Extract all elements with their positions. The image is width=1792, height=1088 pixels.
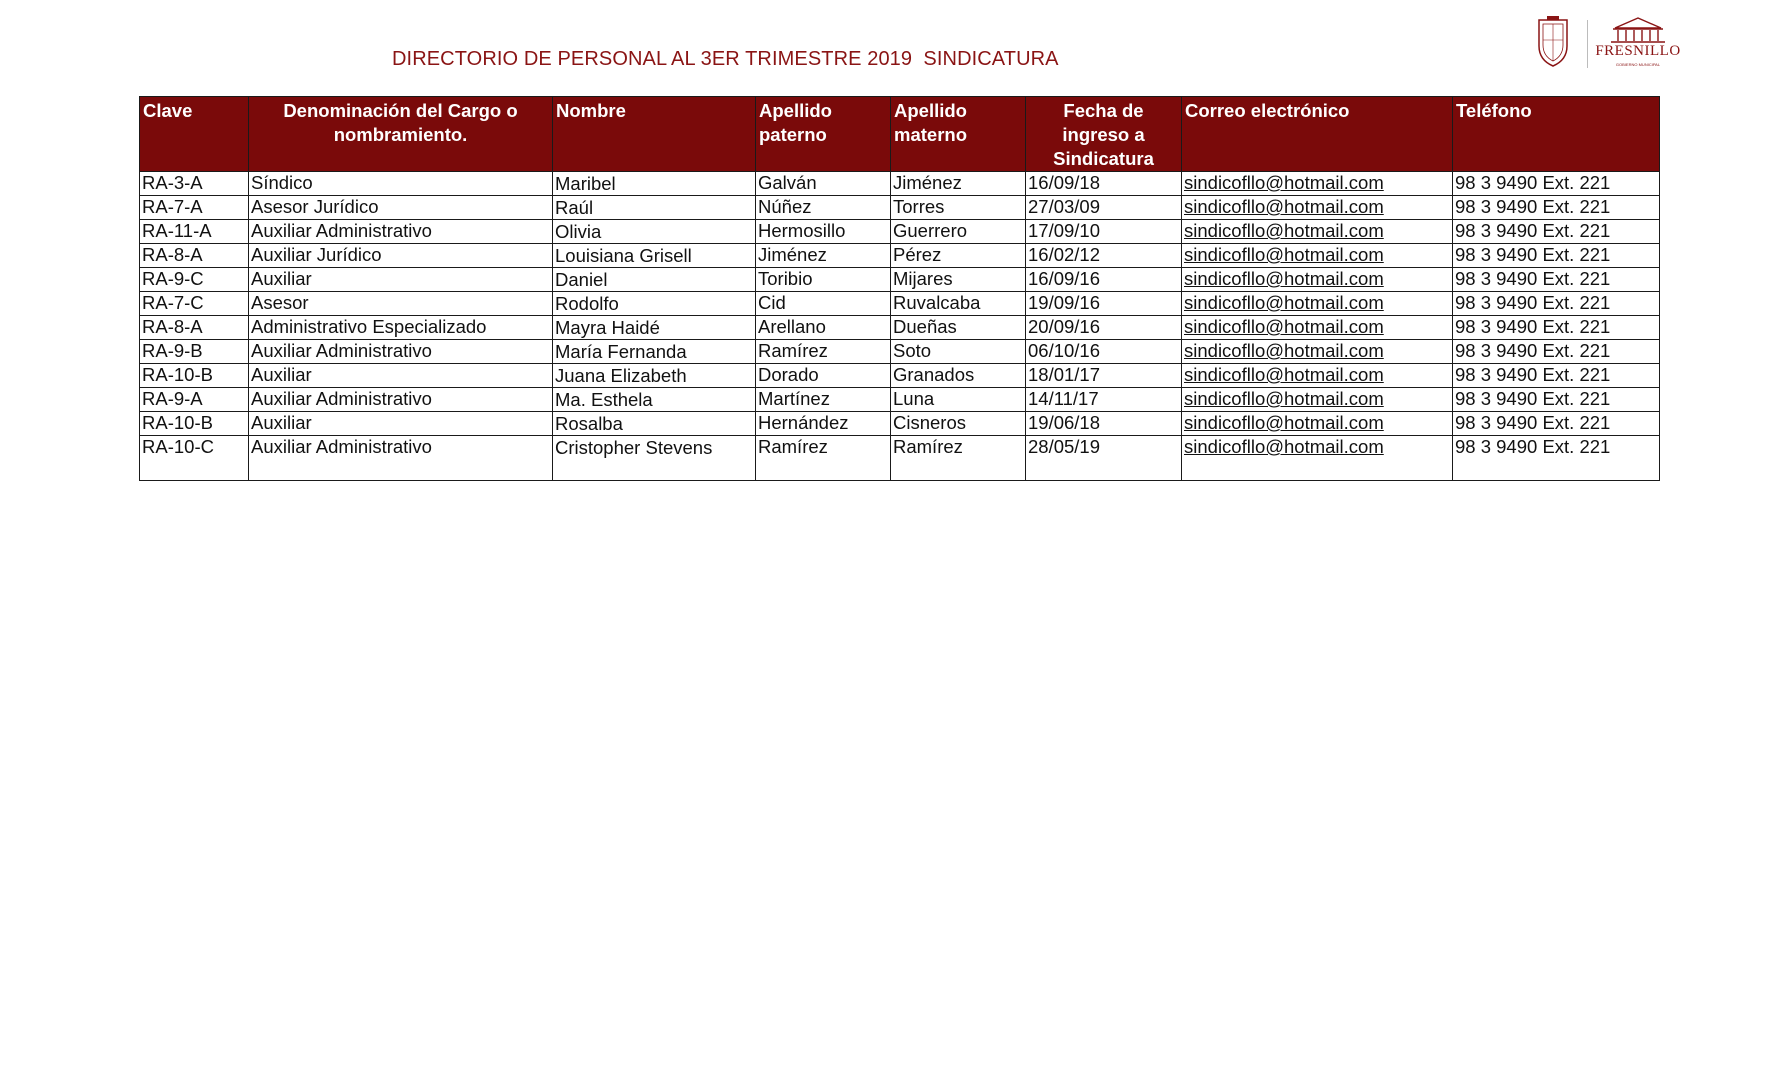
table-row bbox=[140, 412, 1660, 436]
fecha-ingreso-cell: 17/09/10 bbox=[1026, 220, 1182, 244]
nombre-cell: Juana Elizabeth bbox=[553, 364, 756, 388]
apellido-materno-cell: Luna bbox=[891, 388, 1026, 412]
cargo-cell: Síndico bbox=[249, 172, 553, 196]
table-row bbox=[140, 340, 1660, 364]
email-link[interactable]: sindicofllo@hotmail.com bbox=[1182, 292, 1453, 316]
cargo-cell: Asesor bbox=[249, 292, 553, 316]
clave-cell: RA-10-C bbox=[140, 436, 249, 481]
table-row bbox=[140, 244, 1660, 268]
cargo-cell: Auxiliar Administrativo bbox=[249, 436, 553, 481]
logo-group bbox=[1535, 14, 1685, 72]
email-link[interactable]: sindicofllo@hotmail.com bbox=[1182, 388, 1453, 412]
header-clave: Clave bbox=[140, 97, 249, 172]
table-row bbox=[140, 292, 1660, 316]
email-link[interactable]: sindicofllo@hotmail.com bbox=[1182, 340, 1453, 364]
apellido-paterno-cell: Galván bbox=[756, 172, 891, 196]
apellido-paterno-cell: Dorado bbox=[756, 364, 891, 388]
fecha-ingreso-cell: 19/09/16 bbox=[1026, 292, 1182, 316]
cargo-cell: Auxiliar bbox=[249, 364, 553, 388]
telefono-cell: 98 3 9490 Ext. 221 bbox=[1453, 268, 1660, 292]
nombre-cell: Cristopher Stevens bbox=[553, 436, 756, 481]
apellido-materno-cell: Guerrero bbox=[891, 220, 1026, 244]
brand-name: FRESNILLO bbox=[1595, 43, 1681, 59]
apellido-paterno-cell: Jiménez bbox=[756, 244, 891, 268]
apellido-materno-cell: Pérez bbox=[891, 244, 1026, 268]
fecha-ingreso-cell: 16/02/12 bbox=[1026, 244, 1182, 268]
telefono-cell: 98 3 9490 Ext. 221 bbox=[1453, 316, 1660, 340]
cargo-cell: Auxiliar Jurídico bbox=[249, 244, 553, 268]
telefono-cell: 98 3 9490 Ext. 221 bbox=[1453, 172, 1660, 196]
clave-cell: RA-8-A bbox=[140, 244, 249, 268]
fecha-ingreso-cell: 16/09/16 bbox=[1026, 268, 1182, 292]
telefono-cell: 98 3 9490 Ext. 221 bbox=[1453, 364, 1660, 388]
nombre-cell: Olivia bbox=[553, 220, 756, 244]
table-row bbox=[140, 268, 1660, 292]
cargo-cell: Auxiliar Administrativo bbox=[249, 220, 553, 244]
apellido-materno-cell: Cisneros bbox=[891, 412, 1026, 436]
nombre-cell: Rodolfo bbox=[553, 292, 756, 316]
email-link[interactable]: sindicofllo@hotmail.com bbox=[1182, 316, 1453, 340]
email-link[interactable]: sindicofllo@hotmail.com bbox=[1182, 268, 1453, 292]
apellido-paterno-cell: Martínez bbox=[756, 388, 891, 412]
apellido-materno-cell: Jiménez bbox=[891, 172, 1026, 196]
email-link[interactable]: sindicofllo@hotmail.com bbox=[1182, 196, 1453, 220]
table-row bbox=[140, 436, 1660, 481]
table-row bbox=[140, 220, 1660, 244]
apellido-paterno-cell: Núñez bbox=[756, 196, 891, 220]
clave-cell: RA-3-A bbox=[140, 172, 249, 196]
nombre-cell: Raúl bbox=[553, 196, 756, 220]
nombre-cell: Louisiana Grisell bbox=[553, 244, 756, 268]
table-row bbox=[140, 172, 1660, 196]
cargo-cell: Auxiliar bbox=[249, 412, 553, 436]
cargo-cell: Administrativo Especializado bbox=[249, 316, 553, 340]
header-apellido-materno: Apellido materno bbox=[891, 97, 1026, 172]
apellido-materno-cell: Torres bbox=[891, 196, 1026, 220]
cargo-cell: Asesor Jurídico bbox=[249, 196, 553, 220]
apellido-paterno-cell: Ramírez bbox=[756, 436, 891, 481]
apellido-paterno-cell: Toribio bbox=[756, 268, 891, 292]
brand-subtitle: GOBIERNO MUNICIPAL bbox=[1615, 62, 1661, 67]
table-row bbox=[140, 196, 1660, 220]
email-link[interactable]: sindicofllo@hotmail.com bbox=[1182, 172, 1453, 196]
apellido-paterno-cell: Hernández bbox=[756, 412, 891, 436]
email-link[interactable]: sindicofllo@hotmail.com bbox=[1182, 244, 1453, 268]
apellido-materno-cell: Ramírez bbox=[891, 436, 1026, 481]
table-row bbox=[140, 364, 1660, 388]
fecha-ingreso-cell: 28/05/19 bbox=[1026, 436, 1182, 481]
page-title: DIRECTORIO DE PERSONAL AL 3ER TRIMESTRE 2019 SINDICATURA bbox=[392, 48, 1059, 70]
table-row bbox=[140, 316, 1660, 340]
telefono-cell: 98 3 9490 Ext. 221 bbox=[1453, 436, 1660, 481]
email-link[interactable]: sindicofllo@hotmail.com bbox=[1182, 364, 1453, 388]
municipal-seal-icon bbox=[1535, 16, 1571, 70]
table-body bbox=[140, 172, 1660, 481]
clave-cell: RA-10-B bbox=[140, 364, 249, 388]
fecha-ingreso-cell: 20/09/16 bbox=[1026, 316, 1182, 340]
table-row bbox=[140, 388, 1660, 412]
email-link[interactable]: sindicofllo@hotmail.com bbox=[1182, 220, 1453, 244]
telefono-cell: 98 3 9490 Ext. 221 bbox=[1453, 412, 1660, 436]
logo-divider bbox=[1587, 20, 1588, 68]
telefono-cell: 98 3 9490 Ext. 221 bbox=[1453, 340, 1660, 364]
fecha-ingreso-cell: 06/10/16 bbox=[1026, 340, 1182, 364]
clave-cell: RA-10-B bbox=[140, 412, 249, 436]
telefono-cell: 98 3 9490 Ext. 221 bbox=[1453, 388, 1660, 412]
header-nombre: Nombre bbox=[553, 97, 756, 172]
clave-cell: RA-7-A bbox=[140, 196, 249, 220]
apellido-materno-cell: Mijares bbox=[891, 268, 1026, 292]
nombre-cell: Daniel bbox=[553, 268, 756, 292]
fecha-ingreso-cell: 27/03/09 bbox=[1026, 196, 1182, 220]
fecha-ingreso-cell: 16/09/18 bbox=[1026, 172, 1182, 196]
apellido-materno-cell: Granados bbox=[891, 364, 1026, 388]
fecha-ingreso-cell: 19/06/18 bbox=[1026, 412, 1182, 436]
clave-cell: RA-11-A bbox=[140, 220, 249, 244]
cargo-cell: Auxiliar Administrativo bbox=[249, 340, 553, 364]
header-correo: Correo electrónico bbox=[1182, 97, 1453, 172]
clave-cell: RA-8-A bbox=[140, 316, 249, 340]
apellido-paterno-cell: Arellano bbox=[756, 316, 891, 340]
clave-cell: RA-9-B bbox=[140, 340, 249, 364]
telefono-cell: 98 3 9490 Ext. 221 bbox=[1453, 220, 1660, 244]
table-header-row bbox=[140, 97, 1660, 172]
telefono-cell: 98 3 9490 Ext. 221 bbox=[1453, 196, 1660, 220]
apellido-paterno-cell: Cid bbox=[756, 292, 891, 316]
telefono-cell: 98 3 9490 Ext. 221 bbox=[1453, 244, 1660, 268]
apellido-materno-cell: Soto bbox=[891, 340, 1026, 364]
header-cargo: Denominación del Cargo o nombramiento. bbox=[249, 97, 553, 172]
clave-cell: RA-9-A bbox=[140, 388, 249, 412]
apellido-materno-cell: Dueñas bbox=[891, 316, 1026, 340]
fecha-ingreso-cell: 18/01/17 bbox=[1026, 364, 1182, 388]
personnel-table bbox=[139, 96, 1660, 481]
nombre-cell: María Fernanda bbox=[553, 340, 756, 364]
header-telefono: Teléfono bbox=[1453, 97, 1660, 172]
fecha-ingreso-cell: 14/11/17 bbox=[1026, 388, 1182, 412]
clave-cell: RA-9-C bbox=[140, 268, 249, 292]
cargo-cell: Auxiliar Administrativo bbox=[249, 388, 553, 412]
email-link[interactable]: sindicofllo@hotmail.com bbox=[1182, 412, 1453, 436]
apellido-materno-cell: Ruvalcaba bbox=[891, 292, 1026, 316]
nombre-cell: Maribel bbox=[553, 172, 756, 196]
nombre-cell: Ma. Esthela bbox=[553, 388, 756, 412]
header-apellido-paterno: Apellido paterno bbox=[756, 97, 891, 172]
clave-cell: RA-7-C bbox=[140, 292, 249, 316]
cargo-cell: Auxiliar bbox=[249, 268, 553, 292]
telefono-cell: 98 3 9490 Ext. 221 bbox=[1453, 292, 1660, 316]
nombre-cell: Mayra Haidé bbox=[553, 316, 756, 340]
apellido-paterno-cell: Ramírez bbox=[756, 340, 891, 364]
email-link[interactable]: sindicofllo@hotmail.com bbox=[1182, 436, 1453, 481]
apellido-paterno-cell: Hermosillo bbox=[756, 220, 891, 244]
header-fecha-ingreso: Fecha de ingreso a Sindicatura bbox=[1026, 97, 1182, 172]
nombre-cell: Rosalba bbox=[553, 412, 756, 436]
